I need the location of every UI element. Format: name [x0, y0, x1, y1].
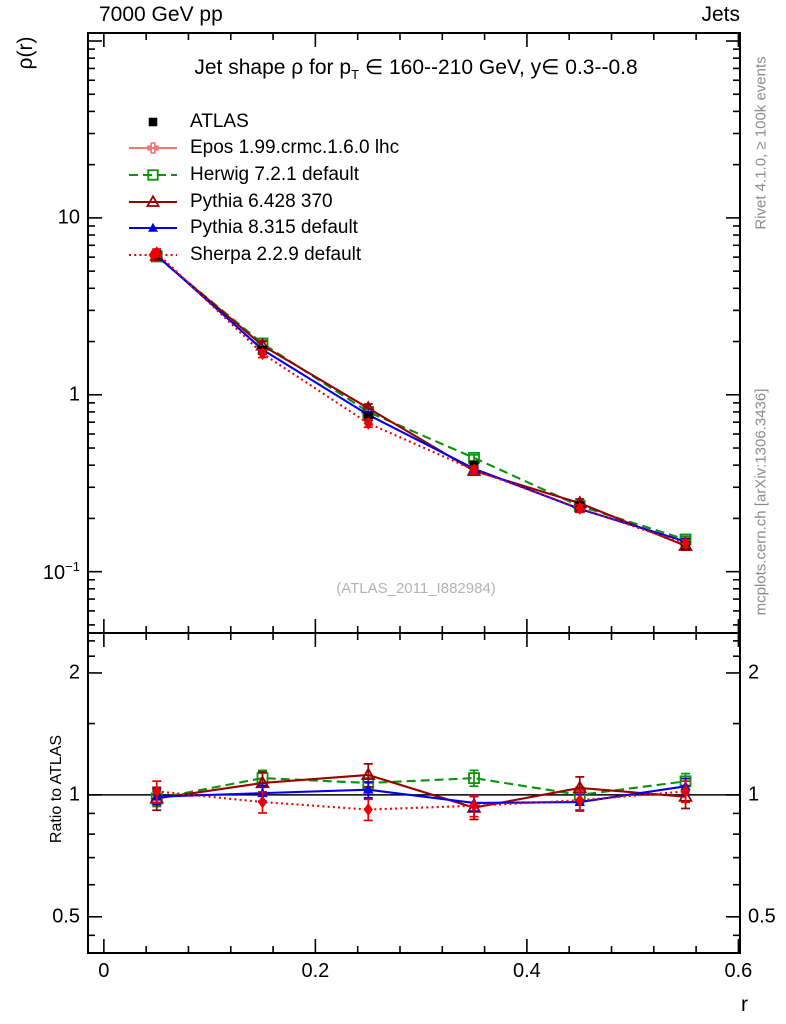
- legend-item-pythia6: [128, 190, 333, 214]
- data-marker-filled-square: [149, 118, 158, 127]
- data-marker-filled-diamond: [364, 803, 373, 816]
- legend-marker-herwig: [128, 164, 178, 186]
- ratio-y-tick-label: 2: [68, 661, 80, 684]
- data-marker-filled-diamond: [149, 249, 158, 261]
- legend-swatch-canvas: [128, 191, 178, 213]
- ratio-y-tick-label-right: 2: [748, 661, 760, 684]
- legend-swatch-canvas: [128, 244, 178, 266]
- data-marker-filled-diamond: [258, 796, 267, 809]
- series-atlas: [152, 250, 690, 550]
- rivet-version-note: Rivet 4.1.0, ≥ 100k events: [752, 56, 770, 230]
- legend-label: Sherpa 2.2.9 default: [190, 244, 362, 265]
- series-pythia8: [152, 250, 691, 546]
- plot-title-prefix: Jet shape ρ for p: [194, 56, 352, 79]
- main-y-tick-label: 1: [68, 383, 80, 406]
- legend-label: Epos 1.99.crmc.1.6.0 lhc: [190, 137, 400, 158]
- main-y-tick-label: $10^{-1}$: [42, 558, 80, 584]
- legend-label: Herwig 7.2.1 default: [190, 164, 359, 185]
- legend-item-epos: [128, 136, 399, 160]
- series-herwig-line: [157, 257, 686, 540]
- main-y-axis-title: ρ(r): [14, 36, 37, 70]
- x-tick-label: 0.4: [512, 960, 541, 982]
- legend-label: Pythia 6.428 370: [190, 191, 333, 212]
- legend-swatch-canvas: [128, 111, 178, 133]
- legend-label: Pythia 8.315 default: [190, 217, 358, 238]
- x-tick-label: 0.6: [724, 960, 753, 982]
- ratio-y-tick-label-right: 0.5: [748, 905, 776, 928]
- legend-swatch-canvas: [128, 164, 178, 186]
- x-axis-title: r: [741, 993, 748, 1016]
- legend-label: ATLAS: [190, 111, 249, 132]
- series-herwig: [152, 770, 691, 806]
- legend-swatch-canvas: [128, 217, 178, 239]
- legend-marker-pythia8: [128, 217, 178, 239]
- legend-marker-epos: [128, 137, 178, 159]
- legend-item-sherpa: [128, 243, 361, 267]
- analysis-group-label: Jets: [701, 3, 740, 26]
- legend-marker-sherpa: [128, 244, 178, 266]
- ratio-y-tick-label: 0.5: [52, 905, 80, 928]
- mcplots-source-note: mcplots.cern.ch [arXiv:1306.3436]: [752, 388, 770, 616]
- series-herwig: [152, 252, 691, 545]
- ratio-y-tick-label: 1: [68, 783, 80, 806]
- series-pythia8-line: [157, 255, 686, 541]
- series-pythia6-line: [157, 256, 686, 546]
- analysis-id-watermark: (ATLAS_2011_I882984): [336, 580, 496, 597]
- plot-title: [194, 55, 637, 82]
- ratio-y-axis-title: Ratio to ATLAS: [48, 734, 65, 844]
- series-sherpa: [152, 246, 690, 550]
- x-tick-label: 0: [98, 960, 110, 982]
- ratio-y-tick-label-right: 1: [748, 783, 760, 806]
- legend-item-pythia8: [128, 216, 358, 240]
- legend-item-atlas: [128, 110, 249, 134]
- beam-energy-label: 7000 GeV pp: [99, 3, 223, 26]
- series-sherpa-line: [157, 253, 686, 544]
- plot-title-subscript: T: [351, 67, 360, 83]
- legend-marker-pythia6: [128, 191, 178, 213]
- series-pythia6: [151, 250, 691, 550]
- legend-marker-atlas: [128, 111, 178, 133]
- main-y-tick-label: 10: [57, 206, 80, 229]
- legend-swatch-canvas: [128, 137, 178, 159]
- plot-title-suffix: ∈ 160--210 GeV, y∈ 0.3--0.8: [359, 56, 638, 79]
- series-pythia6: [151, 764, 691, 820]
- legend-item-herwig: [128, 163, 359, 187]
- x-tick-label: 0.2: [301, 960, 330, 982]
